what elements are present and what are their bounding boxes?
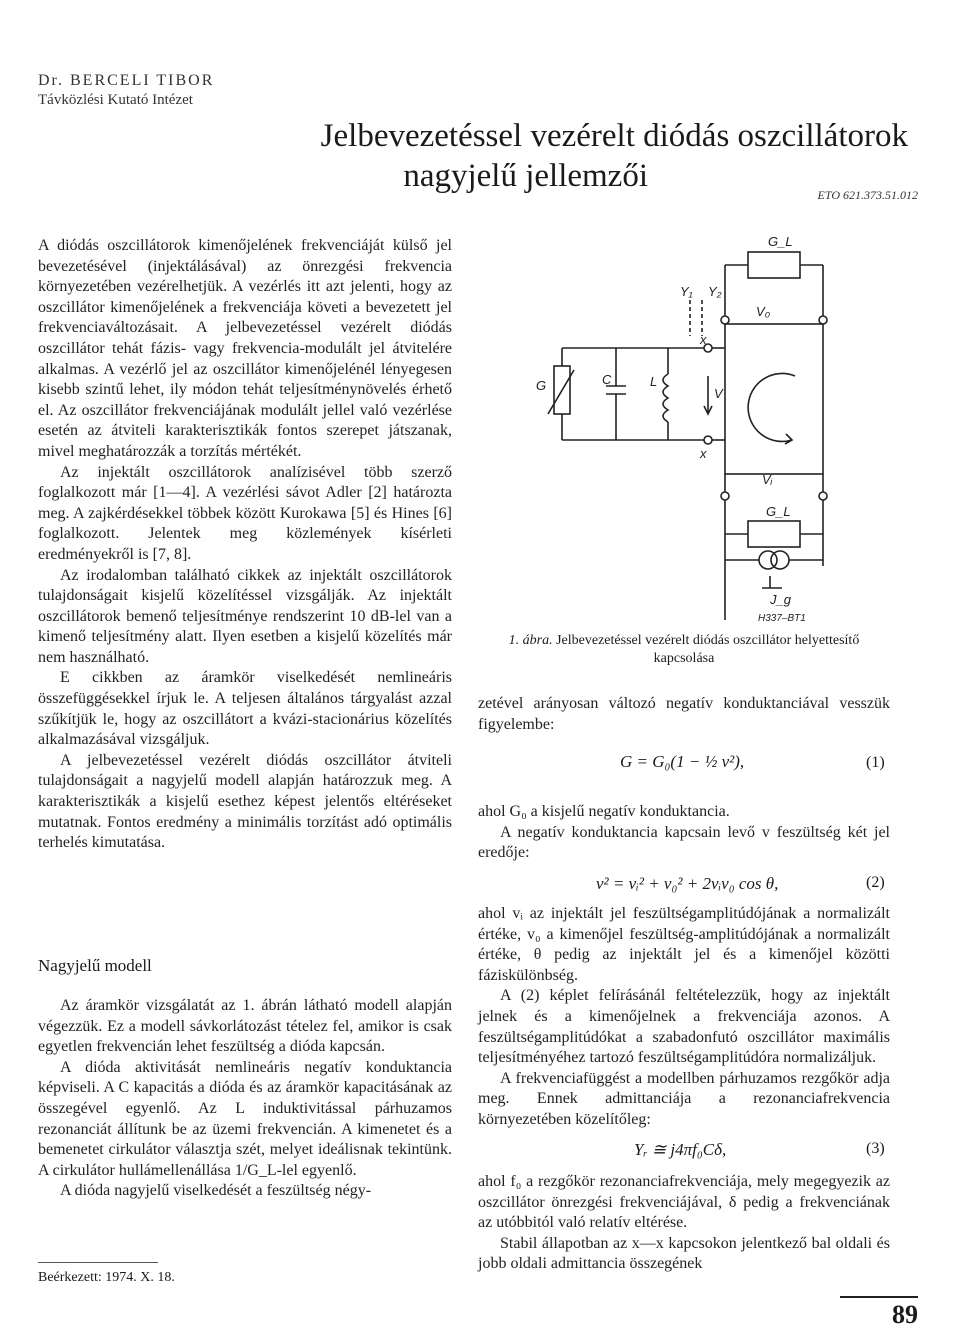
paragraph: Az irodalomban található cikkek az injektált oszcillátorok tulajdonságait kisjelű közelítéssel vizsgálják. Az injektált oszcillátorok bemenő teljesítménye rendszerint 10 dB-lel van a kimenő teljesítmény alatt. Ilyen esetben a kisjelű közelítés már nem használható. <box>38 566 452 666</box>
label-y2: Y₂ <box>708 284 722 299</box>
label-vi: Vᵢ <box>762 472 773 487</box>
label-v0: V₀ <box>756 304 771 319</box>
paragraph: zetével arányosan változó negatív konduktanciával vesszük figyelembe: <box>478 695 890 733</box>
label-l: L <box>650 374 658 389</box>
title-line-1: Jelbevezetéssel vezérelt diódás oszcillátorok <box>320 118 908 154</box>
label-x-bottom: x <box>700 446 707 461</box>
equation-1: G = G₀(1 − ½ v²), <box>620 752 745 771</box>
right-column <box>478 904 890 1131</box>
label-v: V <box>714 386 723 401</box>
footnote-rule <box>38 1262 158 1263</box>
figure-caption <box>478 632 890 668</box>
left-column-lower <box>38 996 452 1202</box>
equation-3-number: (3) <box>866 1140 885 1157</box>
paragraph: ahol f₀ a rezgőkör rezonanciafrekvenciája, mely megegyezik az oszcillátor önrezgési frekvenciájával, δ pedig a frekvenciának az utóbbitól való relatív eltérése. <box>478 1173 890 1232</box>
equation-1-number: (1) <box>866 754 885 771</box>
figure-caption-text: Jelbevezetéssel vezérelt diódás oszcillátor helyettesítő kapcsolása <box>556 633 860 666</box>
label-gl-bottom: G_L <box>766 504 791 519</box>
page-number: 89 <box>892 1300 918 1329</box>
paragraph: Az injektált oszcillátorok analízisével több szerző foglalkozott már [1—4]. A vezérlési sávot Adler [2] határozta meg. A zajkérdésekkel többek között Kurokawa [5] és Hines [6] foglalkozott. Jelentek meg közlemények kísérleti eredményekről is [7, 8]. <box>38 463 452 563</box>
page-number-rule <box>840 1296 918 1298</box>
load-resistor-top <box>748 252 800 278</box>
paragraph: Stabil állapotban az x—x kapcsokon jelentkező bal oldali és jobb oldali admittancia összegének <box>478 1234 890 1273</box>
section-heading: Nagyjelű modell <box>38 956 152 975</box>
article-title <box>268 116 908 196</box>
right-column <box>478 1172 890 1275</box>
author-name: Dr. BERCELI TIBOR <box>38 72 215 89</box>
received-date: Beérkezett: 1974. X. 18. <box>38 1270 175 1285</box>
paragraph: Az áramkör vizsgálatát az 1. ábrán látható modell alapján végezzük. Ez a modell sávkorlátozást tételez fel, amikor is csak egyetlen frekvencián lehet feszültség a dióda kapcsán. <box>38 997 452 1056</box>
paragraph: A jelbevezetéssel vezérelt diódás oszcillátor átviteli tulajdonságait a nagyjelű modell alapján határozzuk meg. A karakterisztikák a kisjelű esethez képest jelentős eltéréseket mutatnak. Fontos eredmény a minimális torzítást adó optimális terhelés kimutatása. <box>38 751 452 852</box>
label-g: G <box>536 378 547 393</box>
paragraph: A dióda aktivitását nemlineáris negatív konduktancia képviseli. A C kapacitás a dióda és az áramkör kapacitásának az összegével egyenlő. Az L induktivitással párhuzamos rezonanciát állítunk be az üzemi frekvencián. A kimenetet és a bemenetet cirkulátor választja szét, melyet ideálisnak tekintünk. A cirkulátor hullámellenállása 1/G_L-lel egyenlő. <box>38 1058 452 1179</box>
paragraph: ahol G₀ a kisjelű negatív konduktancia. <box>478 803 730 820</box>
paragraph: E cikkben az áramkör viselkedését nemlineáris összefüggésekkel írjuk le. A teljesen általános tárgyalást azzal szűkítjük le, hogy az oszcillátort a kvázi-stacionárius közelítés alkalmazásával vizsgáljuk. <box>38 669 452 749</box>
circulator-box <box>725 324 823 474</box>
label-gl-top: G_L <box>768 236 793 249</box>
equation-3: Yᵣ ≅ j4πf₀Cδ, <box>634 1140 727 1159</box>
equation-2-number: (2) <box>866 874 885 891</box>
label-x-top: x <box>700 332 707 347</box>
paragraph: A negatív konduktancia kapcsain levő v feszültség két jel eredője: <box>478 823 890 862</box>
paragraph: ahol vᵢ az injektált jel feszültségamplitúdójának a normalizált értéke, v₀ a kimenőjel feszültség-amplitúdójának a normalizált értéke, θ pedig az injektált jel és a kimenőjel közötti fáziskülönbség. <box>478 905 890 984</box>
equation-2: v² = vᵢ² + v₀² + 2vᵢv₀ cos θ, <box>596 874 779 893</box>
label-c: C <box>602 372 612 387</box>
label-jg: J_g <box>770 592 791 607</box>
circulator-arrow <box>748 373 795 441</box>
paragraph: A (2) képlet felírásánál feltételezzük, hogy az injektált jelnek és a kimenőjelnek a frekvenciája azonos. A feszültségamplitúdókat a szabadonfutó oszcillátor maximális teljesítményéhez tartozó feszültségamplitúdóra normalizáljuk. <box>478 987 890 1067</box>
paragraph: A dióda nagyjelű viselkedését a feszültség négy- <box>60 1182 372 1200</box>
inductor <box>663 374 668 422</box>
right-column <box>478 694 890 735</box>
paragraph: A frekvenciafüggést a modellben párhuzamos rezgőkör adja meg. Ennek admittanciája a rezonanciafrekvencia környezetében közelítőleg: <box>478 1069 890 1128</box>
label-y1: Y₁ <box>680 284 693 299</box>
circuit-diagram <box>530 236 910 626</box>
load-resistor-bottom <box>748 521 800 547</box>
figure-number: 1. ábra. <box>508 633 553 648</box>
right-column <box>478 802 890 864</box>
author-institute: Távközlési Kutató Intézet <box>38 92 193 108</box>
udc-code: ETO 621.373.51.012 <box>817 188 918 202</box>
title-line-2: nagyjelű jellemzői <box>403 158 648 194</box>
left-column <box>38 236 452 854</box>
label-figure-code: H337–BT1 <box>758 613 806 624</box>
paragraph: A diódás oszcillátorok kimenőjelének frekvenciáját külső jel bevezetésével (injektálásával) az önrezgési frekvencia környezetében vezérelhetjük. A vezérlés itt azt jelenti, hogy az oszcillátor kimenőjelének a frekvenciája követi a bevezetett jel frekvenciaváltozásait. A jelbevezetéssel vezérelt diódás oszcillátor tehát fázis- vagy frekvencia-modulált jel átvitelére alkalmas. A vezérlő jel az oszcillátor kimenőjelénél lényegesen kisebb szintű lehet, ily módon tehát teljesítménynövelés érhető el. Az oszcillátor frekvenciájának modulált jellel való vezérlése esetén az átviteli karakterisztikák fontos szerepet játszanak, mivel meghatározzák a torzítás mértékét. <box>38 237 452 460</box>
